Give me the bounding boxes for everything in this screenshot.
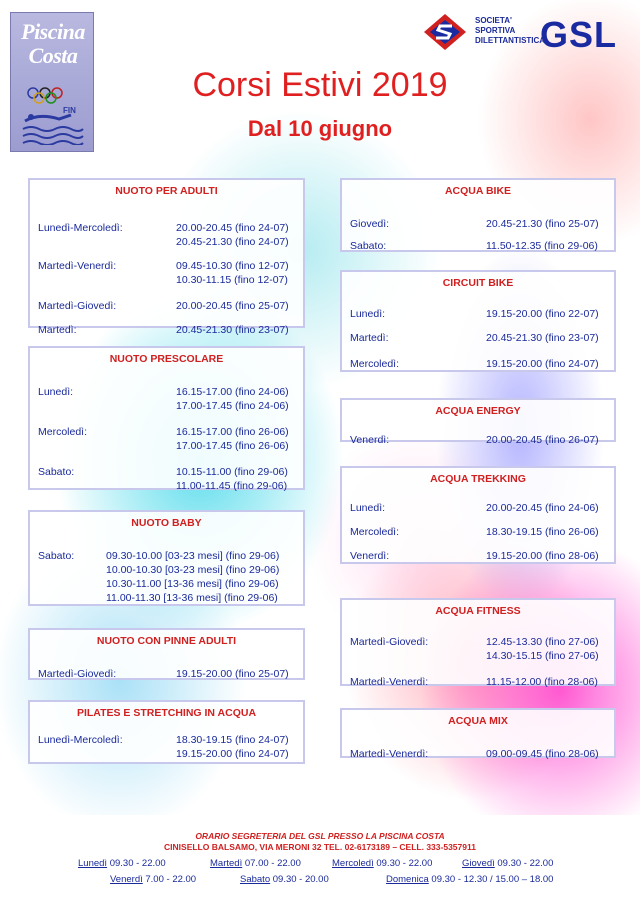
gsl-text-1: SOCIETA' [475,16,512,25]
course-title: ACQUA ENERGY [435,405,521,417]
schedule-time: 10.30-11.00 [13-36 mesi] (fino 29-06) [106,578,279,590]
schedule-day: Martedì-Giovedì: [38,300,117,312]
course-box [340,270,616,372]
office-hours-time: 09.30 - 22.00 [494,858,554,869]
office-hours-day: Domenica [386,874,429,885]
office-hours-entry [78,858,166,869]
schedule-time: 20.00-20.45 (fino 26-07) [486,434,599,446]
course-title: ACQUA MIX [448,715,508,727]
schedule-day: Lunedì: [350,308,386,320]
schedule-time: 19.15-20.00 (fino 24-07) [176,748,289,760]
schedule-time: 16.15-17.00 (fino 26-06) [176,426,289,438]
office-hours-day: Martedì [210,858,243,869]
course-title: PILATES E STRETCHING IN ACQUA [76,707,257,719]
office-hours-entry [210,858,301,869]
schedule-time: 20.45-21.30 (fino 24-07) [176,236,289,248]
office-hours-entry [240,874,329,885]
schedule-time: 19.15-20.00 (fino 22-07) [486,308,599,320]
schedule-time: 19.15-20.00 (fino 28-06) [486,550,599,562]
schedule-time: 09.00-09.45 (fino 28-06) [486,748,599,760]
schedule-day: Sabato: [350,240,387,252]
schedule-time: 11.15-12.00 (fino 28-06) [486,676,598,688]
course-box [340,466,616,564]
schedule-time: 11.00-11.45 (fino 29-06) [176,480,288,492]
course-box [340,178,616,252]
office-hours-day: Lunedì [78,858,108,869]
schedule-day: Sabato: [38,466,75,478]
schedule-time: 17.00-17.45 (fino 26-06) [176,440,289,452]
footer-address: CINISELLO BALSAMO, VIA MERONI 32 TEL. 02-6173189 – CELL. 333-5357911 [164,842,476,852]
schedule-day: Giovedì: [350,218,390,230]
office-hours-day: Mercoledì [332,858,374,869]
schedule-day: Lunedì-Mercoledì: [38,734,123,746]
course-box [28,178,305,336]
schedule-day: Martedì: [38,324,77,336]
footer-office-hours-title: ORARIO SEGRETERIA DEL GSL PRESSO LA PISCINA COSTA [195,831,445,841]
schedule-time: 19.15-20.00 (fino 25-07) [176,668,289,680]
schedule-day: Martedì: [350,332,389,344]
schedule-day: Martedì-Venerdì: [350,676,429,688]
course-title: ACQUA FITNESS [435,605,521,617]
schedule-time: 09.30-10.00 [03-23 mesi] (fino 29-06) [106,550,280,562]
schedule-time: 20.00-20.45 (fino 24-06) [486,502,599,514]
schedule-day: Lunedì-Mercoledì: [38,222,123,234]
fin-badge: FIN [63,106,76,115]
office-hours-day: Venerdì [110,874,143,885]
schedule-day: Mercoledì: [350,358,400,370]
schedule-time: 09.45-10.30 (fino 12-07) [176,260,289,272]
page-subtitle: Dal 10 giugno [247,116,393,141]
schedule-time: 20.45-21.30 (fino 23-07) [176,324,289,336]
office-hours-time: 07.00 - 22.00 [242,858,301,869]
course-title: NUOTO CON PINNE ADULTI [96,635,237,647]
course-title: ACQUA TREKKING [430,473,526,485]
schedule-day: Martedì-Venerdì: [38,260,117,272]
schedule-time: 20.45-21.30 (fino 23-07) [486,332,599,344]
office-hours-day: Giovedì [462,858,495,869]
gsl-brand: GSL [540,14,618,55]
schedule-time: 12.45-13.30 (fino 27-06) [486,636,599,648]
course-box [28,700,305,764]
schedule-day: Martedì-Venerdì: [350,748,429,760]
office-hours-time: 09.30 - 22.00 [107,858,166,869]
course-box [340,708,616,758]
schedule-day: Lunedì: [38,386,74,398]
schedule-day: Sabato: [38,550,75,562]
office-hours-time: 09.30 - 12.30 / 15.00 – 18.00 [428,874,554,885]
schedule-time: 10.15-11.00 (fino 29-06) [176,466,288,478]
gsl-text-2: SPORTIVA [475,26,516,35]
office-hours-time: 7.00 - 22.00 [142,874,197,885]
schedule-day: Martedì-Giovedì: [350,636,429,648]
logo-line-1: Piscina [21,19,85,44]
schedule-time: 19.15-20.00 (fino 24-07) [486,358,599,370]
course-title: NUOTO PRESCOLARE [109,353,224,365]
gsl-logo [420,10,630,56]
schedule-day: Lunedì: [350,502,386,514]
schedule-day: Mercoledì: [38,426,88,438]
schedule-time: 18.30-19.15 (fino 24-07) [176,734,289,746]
gsl-text-3: DILETTANTISTICA [475,36,546,45]
office-hours-day: Sabato [240,874,271,885]
course-box [28,510,305,606]
schedule-day: Mercoledì: [350,526,400,538]
office-hours-time: 09.30 - 22.00 [373,858,433,869]
schedule-day: Martedì-Giovedì: [38,668,117,680]
gsl-emblem-icon [422,12,468,52]
office-hours-entry [332,858,432,869]
page-title: Corsi Estivi 2019 [192,66,448,104]
course-box [340,598,616,686]
schedule-time: 14.30-15.15 (fino 27-06) [486,650,599,662]
schedule-time: 17.00-17.45 (fino 24-06) [176,400,289,412]
schedule-time: 20.45-21.30 (fino 25-07) [486,218,599,230]
course-title: CIRCUIT BIKE [442,277,514,289]
course-title: ACQUA BIKE [444,185,512,197]
schedule-time: 11.00-11.30 [13-36 mesi] (fino 29-06) [106,592,278,604]
office-hours-entry [462,858,553,869]
course-box [340,398,616,446]
course-box [28,628,305,680]
schedule-time: 20.00-20.45 (fino 25-07) [176,300,289,312]
schedule-time: 16.15-17.00 (fino 24-06) [176,386,289,398]
schedule-day: Venerdì: [350,434,390,446]
office-hours-entry [386,874,553,885]
office-hours-time: 09.30 - 20.00 [270,874,329,885]
course-box [28,346,305,490]
course-title: NUOTO BABY [131,517,202,529]
schedule-time: 18.30-19.15 (fino 26-06) [486,526,599,538]
schedule-time: 10.00-10.30 [03-23 mesi] (fino 29-06) [106,564,280,576]
schedule-time: 20.00-20.45 (fino 24-07) [176,222,289,234]
logo-line-2: Costa [28,43,78,68]
office-hours-entry [110,874,196,885]
schedule-time: 11.50-12.35 (fino 29-06) [486,240,598,252]
course-title: NUOTO PER ADULTI [115,185,218,197]
schedule-day: Venerdì: [350,550,390,562]
schedule-time: 10.30-11.15 (fino 12-07) [176,274,288,286]
